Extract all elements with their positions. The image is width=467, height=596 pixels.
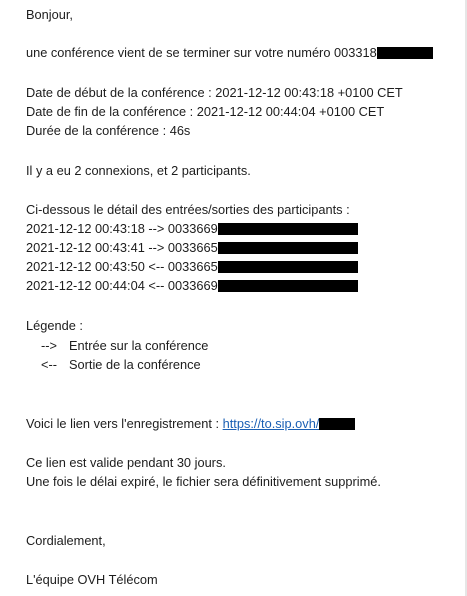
duration: Durée de la conférence : 46s [26,123,191,138]
greeting: Bonjour, [26,7,73,22]
event-row [26,259,358,275]
event-text: 2021-12-12 00:44:04 <-- 0033669 [26,278,218,293]
recording-prefix: Voici le lien vers l'enregistrement : [26,416,223,431]
intro-line [26,45,433,61]
redacted-participant [218,261,358,273]
validity-line: Ce lien est valide pendant 30 jours. [26,455,226,470]
redacted-participant [218,223,358,235]
legend-arrow: <-- [41,357,57,372]
detail-header: Ci-dessous le détail des entrées/sorties des participants : [26,202,350,217]
redacted-participant [218,242,358,254]
legend-arrow: --> [41,338,57,353]
expiry-line: Une fois le délai expiré, le fichier sera définitivement supprimé. [26,474,381,489]
event-row [26,221,358,237]
event-text: 2021-12-12 00:43:18 --> 0033669 [26,221,218,236]
event-row [26,240,358,256]
redacted-number [377,47,433,59]
legend-title: Légende : [26,318,83,333]
event-text: 2021-12-12 00:43:50 <-- 0033665 [26,259,218,274]
start-date: Date de début de la conférence : 2021-12-12 00:43:18 +0100 CET [26,85,403,100]
legend-label: Sortie de la conférence [69,357,201,372]
redacted-participant [218,280,358,292]
event-row [26,278,358,294]
recording-line [26,416,355,432]
end-date: Date de fin de la conférence : 2021-12-12 00:44:04 +0100 CET [26,104,385,119]
event-text: 2021-12-12 00:43:41 --> 0033665 [26,240,218,255]
legend-item [41,357,201,373]
legend-label: Entrée sur la conférence [69,338,209,353]
legend-item [41,338,208,354]
redacted-link-path [319,418,355,430]
intro-text: une conférence vient de se terminer sur votre numéro 003318 [26,45,377,60]
closing: Cordialement, [26,533,106,548]
signature: L'équipe OVH Télécom [26,572,158,587]
connections-summary: Il y a eu 2 connexions, et 2 participants. [26,163,251,178]
recording-link[interactable]: https://to.sip.ovh/ [222,416,320,431]
